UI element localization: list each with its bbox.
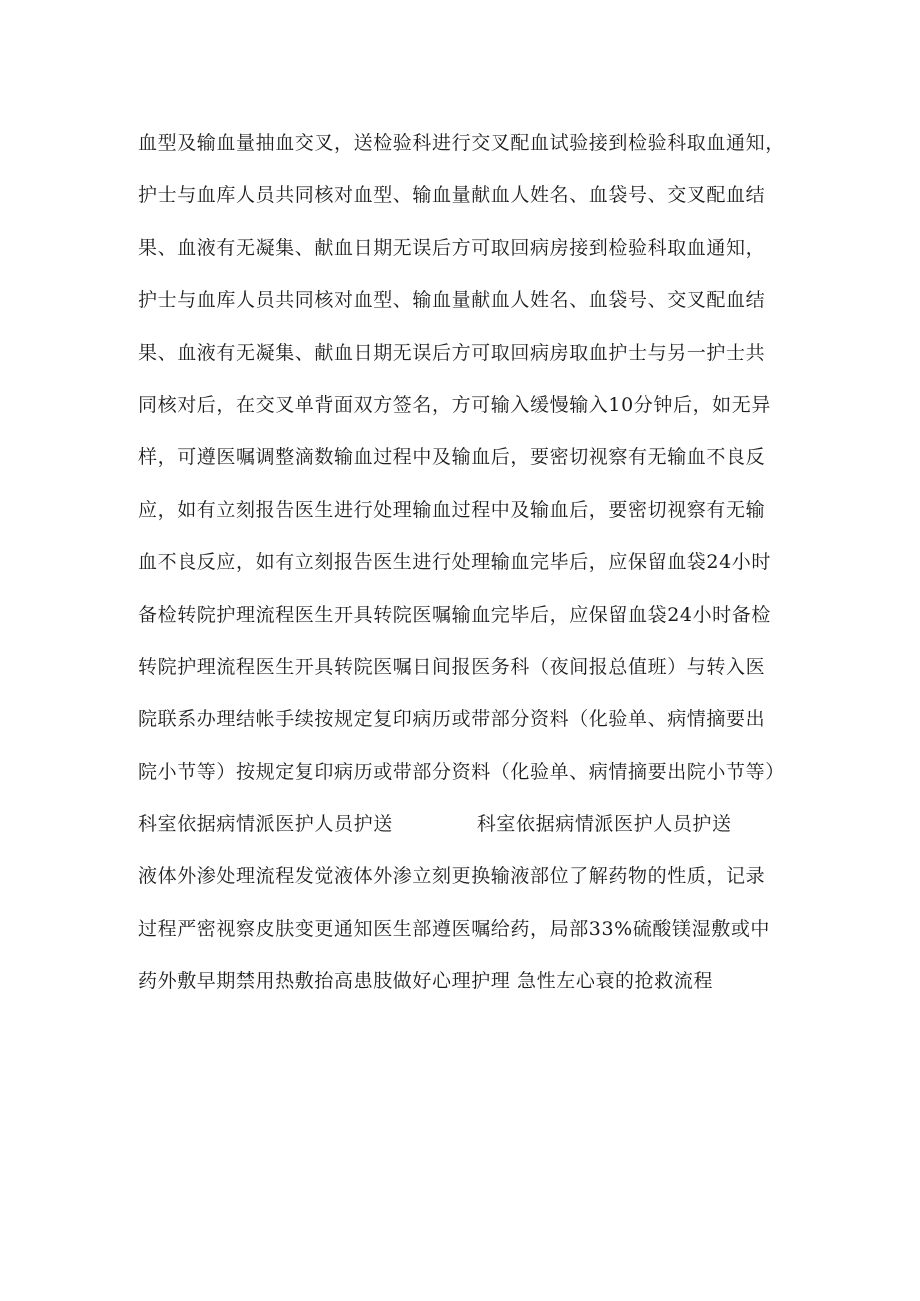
text-line: 果、血液有无凝集、献血日期无误后方可取回病房取血护士与另一护士共 <box>138 341 766 364</box>
text-line: 院小节等）按规定复印病历或带部分资料（化验单、病情摘要出院小节等） <box>138 760 785 783</box>
text-line: 转院护理流程医生开具转院医嘱日间报医务科（夜间报总值班）与转入医 <box>138 655 766 678</box>
text-line: 样，可遵医嘱调整滴数输血过程中及输血后，要密切视察有无输血不良反 <box>138 446 766 469</box>
text-line: 同核对后，在交叉单背面双方签名，方可输入缓慢输入10分钟后，如无异 <box>138 393 771 416</box>
text-line: 果、血液有无凝集、献血日期无误后方可取回病房接到检验科取血通知， <box>138 236 766 259</box>
text-line: 备检转院护理流程医生开具转院医嘱输血完毕后，应保留血袋24小时备检 <box>138 603 771 626</box>
text-line: 院联系办理结帐手续按规定复印病历或带部分资料（化验单、病情摘要出 <box>138 708 766 731</box>
split-line-right-text: 科室依据病情派医护人员护送 <box>476 813 732 836</box>
text-line: 液体外渗处理流程发觉液体外渗立刻更换输液部位了解药物的性质，记录 <box>138 865 766 888</box>
text-line: 血型及输血量抽血交叉，送检验科进行交叉配血试验接到检验科取血通知， <box>138 132 785 154</box>
text-line: 应，如有立刻报告医生进行处理输血过程中及输血后，要密切视察有无输 <box>138 498 766 521</box>
body-text <box>138 123 798 1014</box>
split-text-line <box>138 804 798 856</box>
split-line-left-text: 科室依据病情派医护人员护送 <box>138 813 393 836</box>
text-line: 过程严密视察皮肤变更通知医生部遵医嘱给药，局部33%硫酸镁湿敷或中 <box>138 917 771 940</box>
text-line: 血不良反应，如有立刻报告医生进行处理输血完毕后，应保留血袋24小时 <box>138 551 771 574</box>
text-line: 护士与血库人员共同核对血型、输血量献血人姓名、血袋号、交叉配血结 <box>138 289 766 312</box>
text-line: 护士与血库人员共同核对血型、输血量献血人姓名、血袋号、交叉配血结 <box>138 184 766 207</box>
text-line: 药外敷早期禁用热敷抬高患肢做好心理护理 急性左心衰的抢救流程 <box>138 970 714 993</box>
